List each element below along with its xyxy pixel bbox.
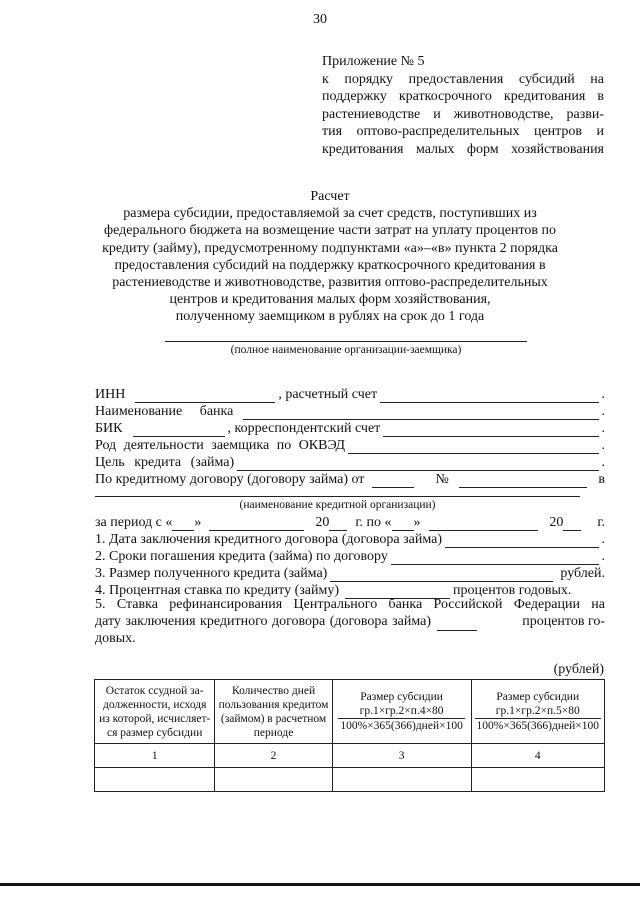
activity-row [95,437,605,454]
item1-field[interactable] [445,534,598,548]
credit-org-caption: (наименование кредитной организации) [239,499,436,511]
page-number: 30 [313,12,327,27]
period-from-month-field[interactable] [209,517,304,531]
title-line: размера субсидии, предоставляемой за счет средств, поступивших из [123,206,537,222]
dot: . [601,387,605,402]
title-line: кредиту (займу), предусмотренному подпунктами «а»–«в» пункта 2 порядка [102,240,558,256]
borrower-name-line [165,341,527,342]
header-balance: Остаток ссудной за-долженности, исходя из которой, исчисляет-ся размер субсидии [95,680,215,744]
number-sign: № [435,472,449,487]
dot: . [601,455,605,470]
title-line: предоставления субсидий на поддержку краткосрочного кредитования в [114,257,546,273]
title-line: полученному заемщиком в рублях на срок до 1 года [175,309,485,325]
item5-block [95,597,605,647]
appendix-line: к порядку предоставления субсидий на [322,71,604,87]
period-to-day-field[interactable] [392,517,414,531]
table-cell[interactable] [95,768,215,792]
account-field[interactable] [380,389,598,403]
formula-a-denominator: 100%×365(366)дней×100 [340,720,463,732]
subsidy-table [94,679,605,792]
purpose-field[interactable] [237,457,598,471]
title-line: федерального бюджета на возмещение части затрат на уплату процентов по [104,223,556,239]
item2-field[interactable] [391,551,599,565]
table-header-row [95,680,605,744]
activity-field[interactable] [348,440,598,454]
item5-line: дату заключения кредитного договора (договора займа) [95,613,432,629]
item3-unit: рублей. [560,566,605,581]
formula-a-numerator: гр.1×гр.2×п.4×80 [338,704,464,719]
dot: . [601,532,605,547]
item1-row [95,531,605,548]
inn-field[interactable] [135,389,275,403]
bik-row [95,420,605,437]
period-from-year-field[interactable] [329,517,347,531]
corr-account-label: , корреспондентский счет [227,421,381,436]
contract-label: По кредитному договору (договору займа) от [95,472,365,487]
year-prefix: 20 [549,515,564,530]
period-from-day-field[interactable] [172,517,194,531]
activity-label: Род деятельности заемщика по ОКВЭД [95,438,346,453]
item5-line: 5. Ставка рефинансирования Центрального банка Российской Федерации на [95,597,605,612]
period-from-label: за период с « [95,515,173,530]
dot: . [601,438,605,453]
column-number: 2 [215,744,332,768]
appendix-line: тия оптово-распределительных центров и [322,124,604,139]
item3-field[interactable] [330,568,553,582]
formula-a [338,704,464,733]
bottom-border [0,883,640,886]
year-prefix: 20 [315,515,330,530]
column-number: 3 [332,744,471,768]
bank-row [95,403,605,420]
item5-field[interactable] [437,617,477,631]
item5-line: довых. [95,630,136,646]
in-label: в [598,472,605,487]
item2-label: 2. Сроки погашения кредита (займа) по договору [95,549,388,564]
appendix-line: поддержку краткосрочного кредитования в [322,89,604,104]
formula-b [475,704,601,733]
header-days: Количество дней пользования кредитом (займом) в расчетном периоде [215,680,332,744]
item4-label: 4. Процентная ставка по кредиту (займу) [95,583,339,598]
period-to-year-field[interactable] [563,517,581,531]
document-heading: Расчет [310,189,350,204]
appendix-line: растениеводстве и животноводстве, разви- [322,106,604,122]
corr-account-field[interactable] [383,423,598,437]
currency-unit: (рублей) [553,662,604,677]
item4-unit: процентов годовых. [453,583,572,598]
item5-line: процентов го- [522,613,605,629]
borrower-caption: (полное наименование организации-заемщика) [230,344,462,356]
inn-label: ИНН [95,387,126,402]
bank-field[interactable] [243,406,598,420]
header-subsidy-b [471,680,604,744]
period-row [95,514,605,531]
dot: . [601,549,605,564]
item3-label: 3. Размер полученного кредита (займа) [95,566,328,581]
appendix-title: Приложение № 5 [322,54,425,69]
inn-row [95,386,605,403]
close-quote: » [194,515,202,530]
contract-number-field[interactable] [459,474,588,488]
formula-b-denominator: 100%×365(366)дней×100 [476,720,599,732]
title-line: центров и кредитования малых форм хозяйствования, [169,292,491,308]
dot: . [601,404,605,419]
header-subsidy-a [332,680,471,744]
appendix-block [322,53,604,158]
header-subsidy-a-label: Размер субсидии [360,691,443,703]
table-row [95,768,605,792]
item1-label: 1. Дата заключения кредитного договора (договора займа) [95,532,443,547]
period-end-label: г. [597,515,605,530]
account-label: , расчетный счет [278,387,378,402]
period-to-month-field[interactable] [429,517,539,531]
header-subsidy-b-label: Размер субсидии [496,691,580,703]
title-line: растениеводстве и животноводстве, развития оптово-распределительных [112,275,548,291]
document-title [80,188,580,326]
table-cell[interactable] [332,768,471,792]
table-number-row [95,744,605,768]
period-to-label: г. по « [355,515,392,530]
close-quote: » [413,515,421,530]
purpose-label: Цель кредита (займа) [95,455,235,470]
credit-org-line [95,496,580,497]
column-number: 1 [95,744,215,768]
column-number: 4 [471,744,604,768]
contract-date-field[interactable] [372,474,414,488]
contract-row [95,471,605,488]
item2-row [95,548,605,565]
table-cell[interactable] [471,768,604,792]
item3-row [95,565,605,582]
bank-label: Наименование банка [95,404,234,419]
table-cell[interactable] [215,768,332,792]
bik-field[interactable] [133,423,225,437]
appendix-line: кредитования малых форм хозяйствования [322,141,604,157]
purpose-row [95,454,605,471]
dot: . [601,421,605,436]
bik-label: БИК [95,421,123,436]
formula-b-numerator: гр.1×гр.2×п.5×80 [475,704,601,719]
